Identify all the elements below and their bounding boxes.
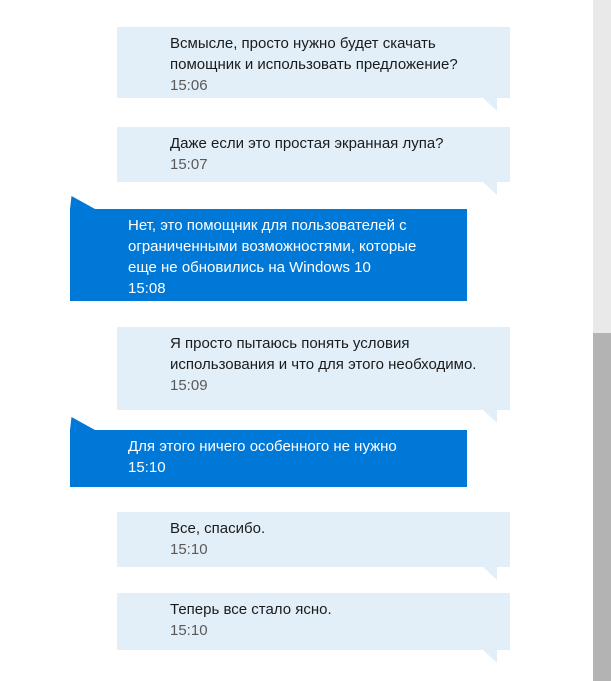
- message-bubble-received: [117, 127, 510, 182]
- bubble-tail: [70, 196, 95, 209]
- bubble-tail: [483, 98, 497, 111]
- scrollbar-thumb[interactable]: [593, 333, 611, 681]
- bubble-tail: [70, 417, 95, 430]
- bubble-tail: [483, 410, 497, 423]
- message-text: Нет, это помощник для пользователей с ограниченными возможностями, которые еще не обновились на Windows 10: [128, 217, 417, 276]
- scrollbar[interactable]: [593, 0, 611, 681]
- bubble-tail: [483, 650, 497, 663]
- message-timestamp: 15:09: [170, 377, 208, 394]
- message-bubble-received: [117, 27, 510, 98]
- message-bubble-sent: [70, 209, 467, 301]
- message-bubble-received: [117, 327, 510, 410]
- message-bubble-sent: [70, 430, 467, 487]
- message-timestamp: 15:10: [170, 622, 208, 639]
- message-timestamp: 15:08: [128, 280, 166, 297]
- message-bubble-received: [117, 512, 510, 567]
- bubble-tail: [483, 182, 497, 195]
- message-timestamp: 15:10: [170, 541, 208, 558]
- message-timestamp: 15:10: [128, 459, 166, 476]
- message-timestamp: 15:06: [170, 77, 208, 94]
- message-text: Все, спасибо.: [170, 520, 266, 537]
- bubble-tail: [483, 567, 497, 580]
- message-timestamp: 15:07: [170, 156, 208, 173]
- message-text: Теперь все стало ясно.: [170, 601, 332, 618]
- message-text: Я просто пытаюсь понять условия использования и что для этого необходимо.: [170, 335, 477, 373]
- message-bubble-received: [117, 593, 510, 650]
- message-text: Всмысле, просто нужно будет скачать помощник и использовать предложение?: [170, 35, 458, 73]
- message-text: Даже если это простая экранная лупа?: [170, 135, 444, 152]
- message-text: Для этого ничего особенного не нужно: [128, 438, 397, 455]
